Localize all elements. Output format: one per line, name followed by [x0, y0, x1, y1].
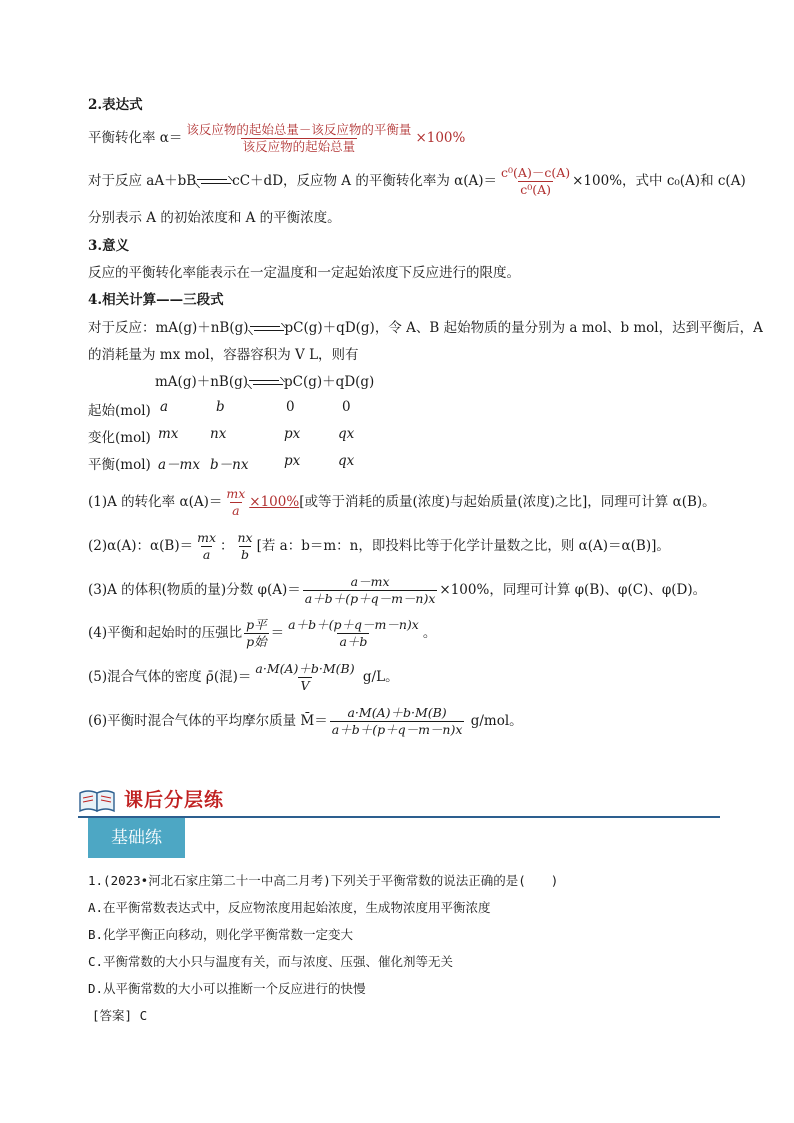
- paragraph: 分别表示 A 的初始浓度和 A 的平衡浓度。: [88, 210, 341, 226]
- text: ：: [220, 538, 234, 554]
- fraction: [224, 486, 247, 519]
- equilibrium-arrow-icon: [250, 324, 284, 334]
- fraction-numerator: a－mx: [350, 574, 390, 589]
- section-heading-3: 3.意义: [88, 238, 130, 254]
- option-a: A.在平衡常数表达式中，反应物浓度用起始浓度，生成物浓度用平衡浓度: [88, 900, 491, 915]
- text: g/L。: [358, 669, 399, 685]
- text: cC＋dD，反应物 A 的平衡转化率为 α(A)＝: [232, 173, 498, 189]
- text: ×100%: [249, 494, 300, 510]
- cell: nx: [210, 426, 227, 442]
- text: (6)平衡时混合气体的平均摩尔质量 M̄＝: [88, 713, 328, 729]
- section-heading-4: 4.相关计算——三段式: [88, 292, 224, 308]
- fraction-numerator: mx: [226, 486, 246, 501]
- text: ＝: [270, 625, 285, 641]
- fraction-numerator: a·M(A)＋b·M(B): [347, 705, 447, 720]
- fraction: [195, 530, 218, 563]
- paragraph: 反应的平衡转化率能表示在一定温度和一定起始浓度下反应进行的限度。: [88, 265, 520, 281]
- cell: px: [284, 426, 301, 442]
- fraction: [236, 530, 255, 563]
- cell: 0: [286, 399, 295, 415]
- fraction: [330, 705, 465, 738]
- fraction-denominator: b: [241, 547, 250, 562]
- text: pC(g)＋qD(g)，令 A、B 起始物质的量分别为 a mol、b mol，达到平衡后，A: [284, 320, 763, 336]
- fraction: [184, 122, 413, 155]
- text: pC(g)＋qD(g): [284, 374, 375, 390]
- fraction-denominator: 该反应物的起始总量: [242, 139, 356, 154]
- cell: b－nx: [210, 457, 249, 473]
- fraction-denominator: p始: [246, 634, 267, 649]
- formula-6: [88, 705, 523, 738]
- option-c: C.平衡常数的大小只与温度有关，而与浓度、压强、催化剂等无关: [88, 954, 454, 969]
- paragraph: [88, 318, 763, 338]
- tab-basic-practice: 基础练: [88, 818, 185, 858]
- formula-1: [88, 486, 716, 519]
- cell: b: [216, 399, 225, 415]
- cell: px: [284, 453, 301, 469]
- text: [或等于消耗的质量(浓度)与起始质量(浓度)之比]，同理可计算 α(B)。: [299, 494, 716, 510]
- fraction-numerator: a·M(A)＋b·M(B): [255, 661, 355, 676]
- answer: [答案] C: [92, 1008, 148, 1023]
- equilibrium-arrow-icon: [249, 378, 283, 388]
- cell: a: [160, 399, 169, 415]
- cell: qx: [338, 426, 355, 442]
- text: mA(g)＋nB(g): [155, 374, 249, 390]
- formula-prefix: 平衡转化率 α＝: [88, 130, 183, 146]
- fraction-denominator: a＋b＋(p＋q－m－n)x: [304, 591, 436, 606]
- fraction-denominator: a＋b＋(p＋q－m－n)x: [331, 722, 463, 737]
- fraction-denominator: V: [300, 678, 310, 693]
- fraction-numerator: 该反应物的起始总量－该反应物的平衡量: [186, 122, 412, 137]
- fraction-denominator: a: [202, 547, 211, 562]
- text: (4)平衡和起始时的压强比: [88, 625, 243, 641]
- fraction-denominator: a: [232, 503, 240, 518]
- book-icon: [78, 787, 116, 813]
- equilibrium-arrow-icon: [197, 177, 231, 187]
- row-label: 平衡(mol): [88, 457, 151, 473]
- fraction-denominator: c⁰(A): [520, 182, 551, 197]
- formula-suffix: ×100%: [415, 130, 466, 146]
- banner-title: 课后分层练: [124, 789, 225, 811]
- fraction-numerator: p平: [246, 617, 267, 632]
- fraction-numerator: mx: [197, 530, 216, 545]
- text: ×100%，式中 c₀(A)和 c(A): [572, 173, 746, 189]
- text: ×100%，同理可计算 φ(B)、φ(C)、φ(D)。: [439, 582, 707, 598]
- fraction: [303, 574, 438, 607]
- formula-5: [88, 661, 399, 694]
- text: g/mol。: [466, 713, 523, 729]
- cell: 0: [342, 399, 351, 415]
- formula-4: [88, 617, 436, 650]
- fraction-numerator: a＋b＋(p＋q－m－n)x: [288, 617, 419, 632]
- row-label: 起始(mol): [88, 403, 151, 419]
- text: 对于反应 aA＋bB: [88, 173, 197, 189]
- text: [若 a：b＝m：n，即投料比等于化学计量数之比，则 α(A)＝α(B)]。: [256, 538, 670, 554]
- option-b: B.化学平衡正向移动，则化学平衡常数一定变大: [88, 927, 354, 942]
- option-d: D.从平衡常数的大小可以推断一个反应进行的快慢: [88, 981, 366, 996]
- text: 。: [422, 625, 437, 641]
- text: 对于反应：mA(g)＋nB(g): [88, 320, 249, 336]
- paragraph: 的消耗量为 mx mol，容器容积为 V L，则有: [88, 347, 359, 363]
- text: (5)混合气体的密度 ρ̄(混)＝: [88, 669, 252, 685]
- fraction-denominator: a＋b: [339, 634, 368, 649]
- section-banner: [78, 783, 720, 818]
- formula-conversion-rate: [88, 122, 465, 155]
- fraction-numerator: c⁰(A)－c(A): [501, 165, 571, 180]
- fraction-numerator: nx: [237, 530, 253, 545]
- formula-2: [88, 530, 670, 563]
- text: (1)A 的转化率 α(A)＝: [88, 494, 223, 510]
- fraction: [253, 661, 356, 694]
- fraction: [499, 165, 572, 198]
- fraction: [244, 617, 269, 650]
- text: (2)α(A)：α(B)＝: [88, 538, 194, 554]
- cell: qx: [338, 453, 355, 469]
- formula-3: [88, 574, 706, 607]
- cell: mx: [158, 426, 179, 442]
- row-label: 变化(mol): [88, 430, 151, 446]
- reaction-equation: [155, 372, 374, 392]
- text: (3)A 的体积(物质的量)分数 φ(A)＝: [88, 582, 301, 598]
- question-stem: 1.(2023•河北石家庄第二十一中高二月考)下列关于平衡常数的说法正确的是( ): [88, 873, 559, 888]
- section-heading-2: 2.表达式: [88, 97, 143, 113]
- reaction-conversion-line: [88, 165, 746, 198]
- fraction: [286, 617, 421, 650]
- cell: a－mx: [158, 457, 200, 473]
